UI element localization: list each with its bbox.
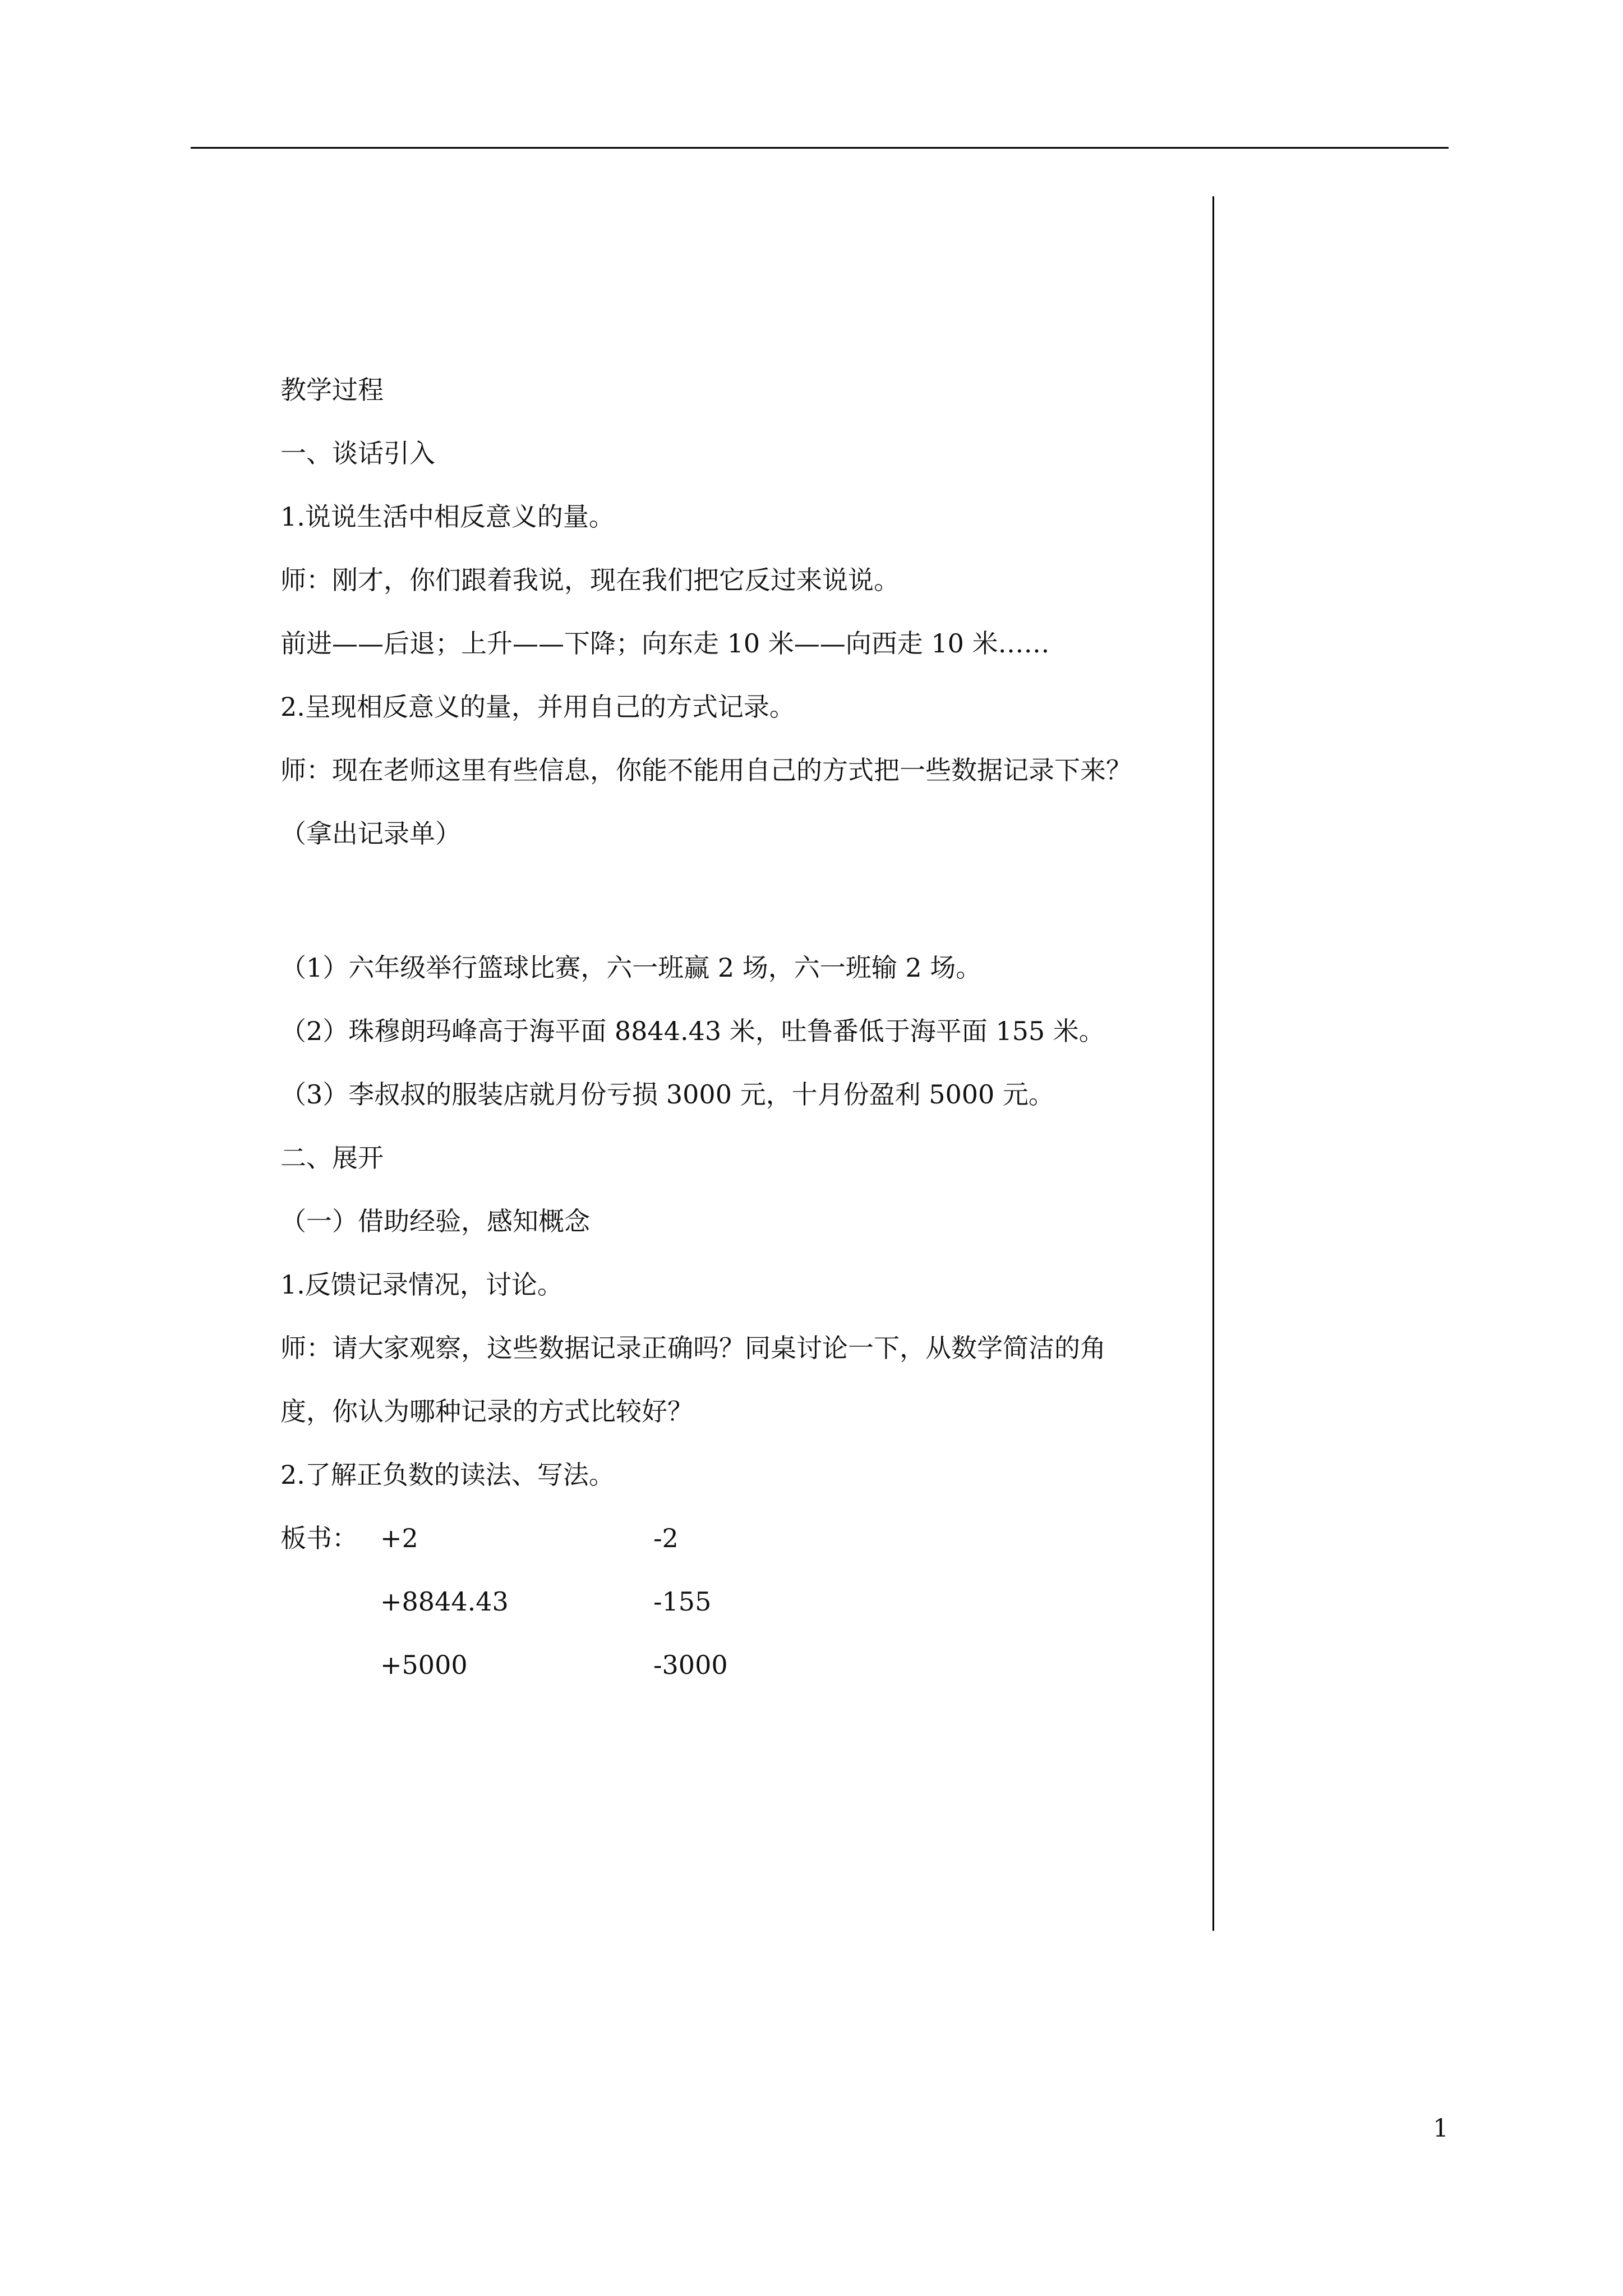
paragraph: 师：请大家观察，这些数据记录正确吗？同桌讨论一下，从数学简洁的角: [280, 1333, 1106, 1363]
paragraph: 度，你认为哪种记录的方式比较好？: [280, 1396, 693, 1427]
board-positive: +8844.43: [380, 1586, 509, 1617]
paragraph: 前进——后退；上升——下降；向东走 10 米——向西走 10 米……: [280, 628, 1050, 659]
paragraph: 1.反馈记录情况，讨论。: [280, 1269, 563, 1300]
paragraph: 师：现在老师这里有些信息，你能不能用自己的方式把一些数据记录下来？: [280, 755, 1132, 785]
section-heading-2: 二、展开: [280, 1143, 384, 1173]
board-negative: -3000: [653, 1650, 728, 1680]
paragraph: 2.呈现相反意义的量，并用自己的方式记录。: [280, 692, 795, 722]
paragraph: 师：刚才，你们跟着我说，现在我们把它反过来说说。: [280, 565, 900, 595]
board-positive: +5000: [380, 1650, 468, 1680]
paragraph: 1.说说生活中相反意义的量。: [280, 501, 615, 532]
list-item: （2）珠穆朗玛峰高于海平面 8844.43 米，吐鲁番低于海平面 155 米。: [280, 1016, 1105, 1046]
list-item: （3）李叔叔的服装店就月份亏损 3000 元，十月份盈利 5000 元。: [280, 1079, 1054, 1110]
section-heading-1: 一、谈话引入: [280, 438, 435, 468]
board-negative: -155: [653, 1586, 712, 1617]
column-divider: [1212, 196, 1214, 1931]
board-positive: +2: [380, 1523, 418, 1553]
page-number: 1: [1433, 2114, 1449, 2143]
paragraph: （拿出记录单）: [280, 818, 461, 849]
section-title: 教学过程: [280, 375, 384, 405]
board-label: 板书：: [280, 1523, 358, 1553]
subsection-heading: （一）借助经验，感知概念: [280, 1206, 590, 1236]
board-negative: -2: [653, 1523, 679, 1553]
paragraph: 2.了解正负数的读法、写法。: [280, 1460, 615, 1490]
header-rule: [191, 147, 1449, 149]
list-item: （1）六年级举行篮球比赛，六一班赢 2 场，六一班输 2 场。: [280, 953, 982, 983]
